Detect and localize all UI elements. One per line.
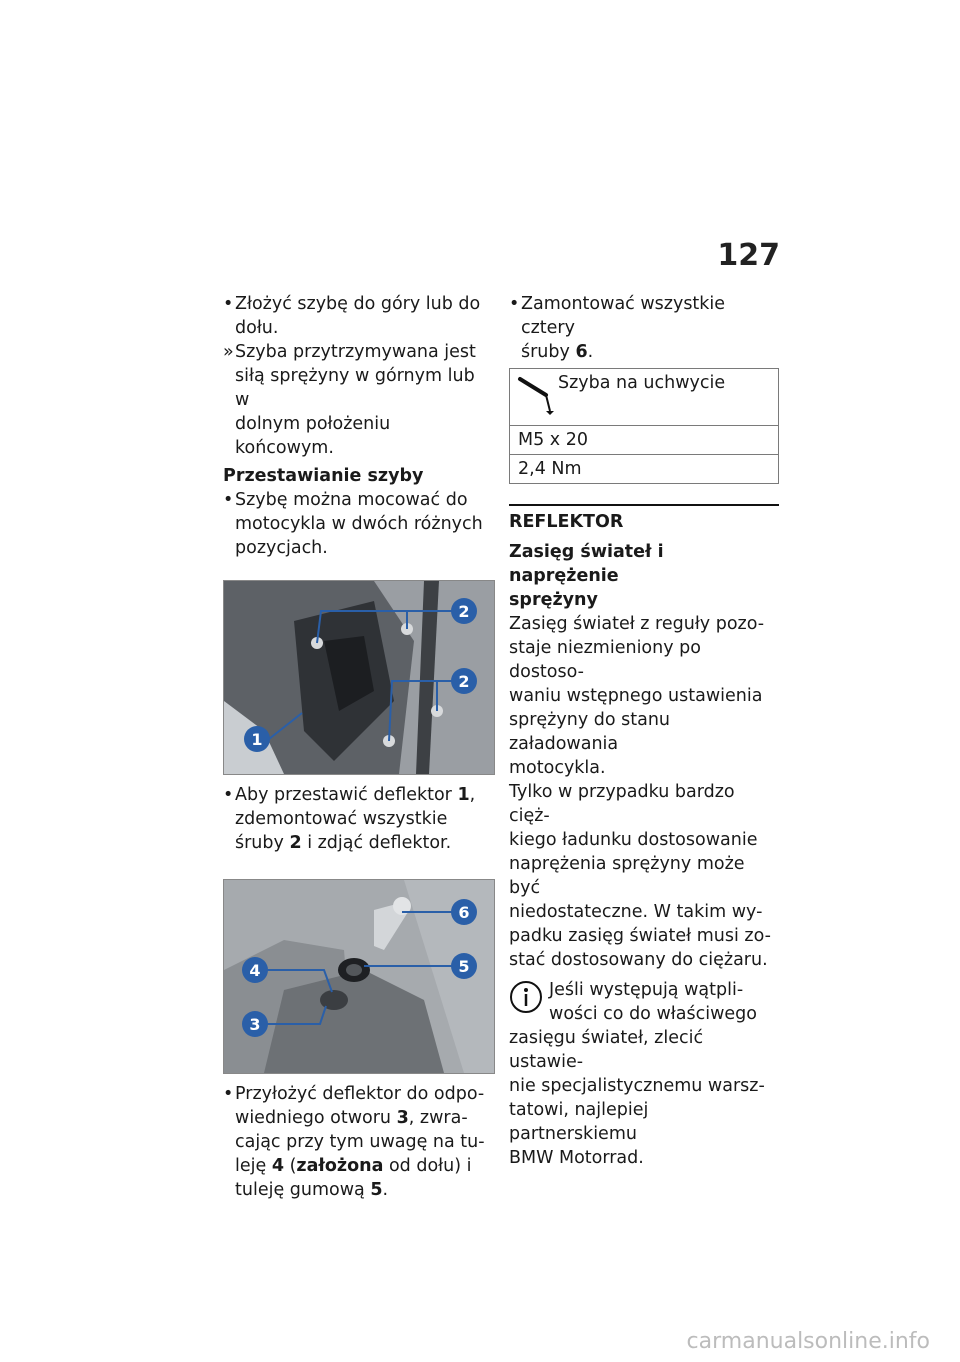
step-install-screws xyxy=(509,292,779,364)
torque-wrench-icon xyxy=(516,373,556,417)
text-line: niedostateczne. W takim wy- xyxy=(509,902,763,922)
watermark: carmanualsonline.info xyxy=(686,1329,930,1354)
section-title: REFLEKTOR xyxy=(509,512,624,532)
text-line: Zamontować wszystkie cztery xyxy=(521,294,726,338)
callout-label: 3 xyxy=(249,1015,261,1034)
step-attach-deflector xyxy=(223,1082,493,1202)
text-line: naprężenia sprężyny może być xyxy=(509,854,745,898)
bullet-icon: • xyxy=(223,1084,234,1104)
info-note xyxy=(509,978,779,1026)
torque-table-screw: M5 x 20 xyxy=(510,426,779,455)
text-line: sprężyny do stanu załadowania xyxy=(509,710,671,754)
text-line: Przyłożyć deflektor do odpo- xyxy=(235,1084,485,1104)
info-icon xyxy=(509,980,543,1014)
text-line: zasięgu świateł, zlecić ustawie- xyxy=(509,1028,704,1072)
section-heading: Przestawianie szyby xyxy=(223,466,424,486)
result-note xyxy=(223,340,493,460)
text-line: motocykla. xyxy=(509,758,606,778)
text-line: dołu. xyxy=(235,318,279,338)
callout-label: 1 xyxy=(251,730,263,749)
info-note-continued xyxy=(509,1026,779,1170)
subsection-heading xyxy=(509,540,779,612)
text-line: Aby przestawić deflektor 1, xyxy=(235,785,476,805)
text-line: tuleję gumową 5. xyxy=(235,1180,389,1200)
text-line: wiedniego otworu 3, zwra- xyxy=(235,1108,468,1128)
text-line: śruby 2 i zdjąć deflektor. xyxy=(235,833,452,853)
text-line: pozycjach. xyxy=(235,538,328,558)
paragraph-2 xyxy=(509,780,779,972)
bushing-photo xyxy=(224,880,494,1073)
torque-table-value: 2,4 Nm xyxy=(510,455,779,484)
text-line: siłą sprężyny w górnym lub w xyxy=(235,366,475,410)
text-line: staje niezmieniony po dostoso- xyxy=(509,638,701,682)
bullet-icon: • xyxy=(223,294,234,314)
text-line: Jeśli występują wątpli- xyxy=(549,980,744,1000)
deflector-photo xyxy=(224,581,494,774)
text-line: waniu wstępnego ustawienia xyxy=(509,686,763,706)
torque-table-title: Szyba na uchwycie xyxy=(558,373,726,393)
right-column xyxy=(509,292,779,1170)
text-line: wości co do właściwego xyxy=(549,1004,757,1024)
text-line: Szybę można mocować do xyxy=(235,490,468,510)
section-divider xyxy=(509,504,779,506)
step-mount-positions xyxy=(223,488,493,560)
callout-label: 6 xyxy=(458,903,470,922)
figure-deflector-screws xyxy=(223,580,495,775)
text-line: padku zasięg świateł musi zo- xyxy=(509,926,771,946)
text-line: Zasięg świateł i naprężenie xyxy=(509,542,664,586)
step-remove-deflector xyxy=(223,783,493,855)
bullet-icon: • xyxy=(223,490,234,510)
text-line: zdemontować wszystkie xyxy=(235,809,448,829)
torque-table xyxy=(509,368,779,484)
result-arrow-icon: » xyxy=(223,342,234,362)
callout-label: 4 xyxy=(249,961,261,980)
bullet-icon: • xyxy=(509,294,520,314)
step-fold-windshield xyxy=(223,292,493,340)
text-line: stać dostosowany do ciężaru. xyxy=(509,950,768,970)
text-line: Tylko w przypadku bardzo cięż- xyxy=(509,782,735,826)
text-line: Szyba przytrzymywana jest xyxy=(235,342,476,362)
text-line: sprężyny xyxy=(509,590,598,610)
page-number: 127 xyxy=(717,238,780,273)
bullet-icon: • xyxy=(223,785,234,805)
text-line: Zasięg świateł z reguły pozo- xyxy=(509,614,765,634)
text-line: nie specjalistycznemu warsz- xyxy=(509,1076,765,1096)
text-line: dolnym położeniu końcowym. xyxy=(235,414,391,458)
left-column xyxy=(223,292,493,1202)
text-line: tatowi, najlepiej partnerskiemu xyxy=(509,1100,649,1144)
text-line: BMW Motorrad. xyxy=(509,1148,644,1168)
text-line: cając przy tym uwagę na tu- xyxy=(235,1132,485,1152)
torque-table-header xyxy=(510,369,779,426)
callout-label: 2 xyxy=(458,602,470,621)
text-line: motocykla w dwóch różnych xyxy=(235,514,483,534)
text-line: leję 4 (założona od dołu) i xyxy=(235,1156,472,1176)
figure-bushing-detail xyxy=(223,879,495,1074)
text-line: Złożyć szybę do góry lub do xyxy=(235,294,481,314)
text-line: śruby 6. xyxy=(521,342,594,362)
callout-label: 2 xyxy=(458,672,470,691)
callout-label: 5 xyxy=(458,957,470,976)
paragraph-1 xyxy=(509,612,779,780)
text-line: kiego ładunku dostosowanie xyxy=(509,830,758,850)
